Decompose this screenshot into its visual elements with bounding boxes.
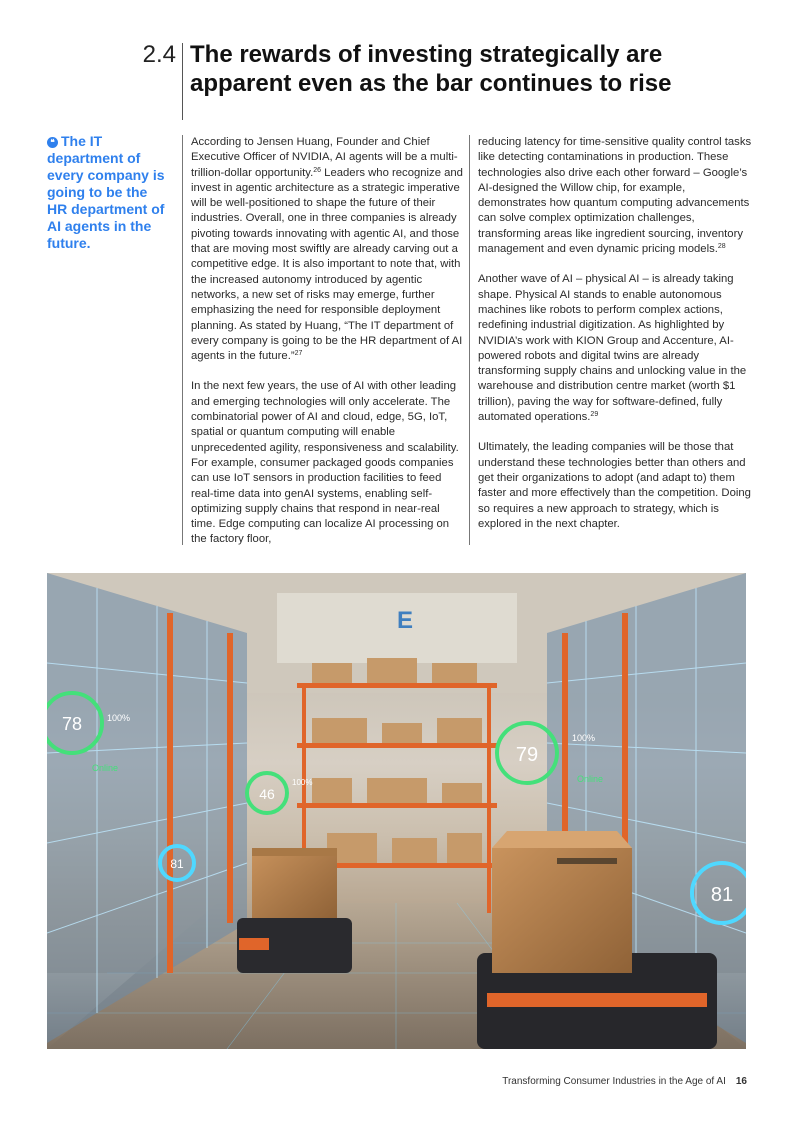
hud-pct: 100% [107,713,131,723]
footnote-ref[interactable]: 26 [313,166,322,174]
page-footer [502,1076,747,1087]
warehouse-robots-photo [47,573,746,1049]
pull-quote-text: The IT department of every company is going to be the HR department of AI agents in the future. [47,133,165,251]
footnote-ref[interactable]: 29 [590,411,599,419]
section-title: The rewards of investing strategically are apparent even as the bar continues to rise [190,41,672,97]
body-column-left [182,135,463,545]
page-number: 16 [735,1076,747,1087]
footnote-ref[interactable]: 28 [717,243,726,251]
body-column-right [469,135,753,545]
paragraph-text: In the next few years, the use of AI with other leading and emerging technologies will only accelerate. The combinatorial power of AI and cloud, edge, 5G, IoT, spatial or quantum computing will enable unprecedented agility, responsiveness and scalability. For example, consumer packaged goods companies can use IoT sensors in production facilities to feed real-time data into genAI systems, enabling self-optimizing supply chains that respond in near-real time. Edge computing can localize AI processing on the factory floor, [191,380,459,546]
quote-icon: ❝ [47,137,58,148]
paragraph [478,440,753,532]
robot-left [237,848,352,973]
aisle-sign: E [396,607,414,634]
paragraph-text: According to Jensen Huang, Founder and Chief Executive Officer of NVIDIA, AI agents will be a multi-trillion-dollar opportunity. [191,136,458,179]
warehouse-illustration [47,573,746,1049]
paragraph [478,135,753,257]
hud-status: Online [577,774,604,784]
publication-title: Transforming Consumer Industries in the Age of AI [502,1076,726,1087]
hud-pct: 100% [292,778,313,787]
section-number: 2.4 [142,41,176,68]
paragraph [191,379,463,547]
hud-value: 79 [515,744,539,766]
hud-value: 78 [61,714,83,734]
hud-value: 81 [710,884,734,906]
hud-pct: 100% [572,733,596,743]
hud-value: 81 [170,857,184,871]
hud-value: 46 [259,786,275,802]
title-divider [182,43,183,120]
hud-status: Online [92,763,119,773]
footnote-ref[interactable]: 27 [294,350,303,358]
paragraph-text: Another wave of AI – physical AI – is already taking shape. Physical AI stands to enable autonomous machines like robots to perform complex actions, redefining industrial digitization. As highlighted by NVIDIA’s work with KION Group and Accenture, AI-powered robots and digital twins are already transforming supply chains and unlocking value in the warehouse and distribution centre market (worth $1 trillion), paving the way for software-defined, fully automated operations. [478,273,747,424]
paragraph-text: Leaders who recognize and invest in agentic architecture as a strategic imperative will be well-positioned to shape the future of their industries. Overall, one in three companies is already pivoting towards innovating with agentic AI, and those that are moving most swiftly are already carving out a competitive edge. It is also important to note that, with the increased autonomy introduced by agentic networks, a new set of risks may emerge, further emphasizing the need for responsible deployment planning. As stated by Huang, “The IT department of every company is going to be the HR department of AI agents in the future.” [191,166,463,363]
pull-quote [47,133,165,252]
paragraph [478,272,753,425]
paragraph-text: reducing latency for time-sensitive quality control tasks like detecting contaminations in production. These technologies also drive each other forward – Google’s AI-designed the Willow chip, for example, demonstrates how quantum computing advancements can solve complex optimization challenges, transforming areas like ingredient sourcing, inventory management and even dynamic pricing models. [478,136,752,256]
paragraph [191,135,463,364]
paragraph-text: Ultimately, the leading companies will be those that understand these technologies better than others and get their organizations to adopt (and adapt to) them faster and more effectively than the competition. Doing so requires a new approach to strategy, which is explored in the next chapter. [478,441,751,530]
